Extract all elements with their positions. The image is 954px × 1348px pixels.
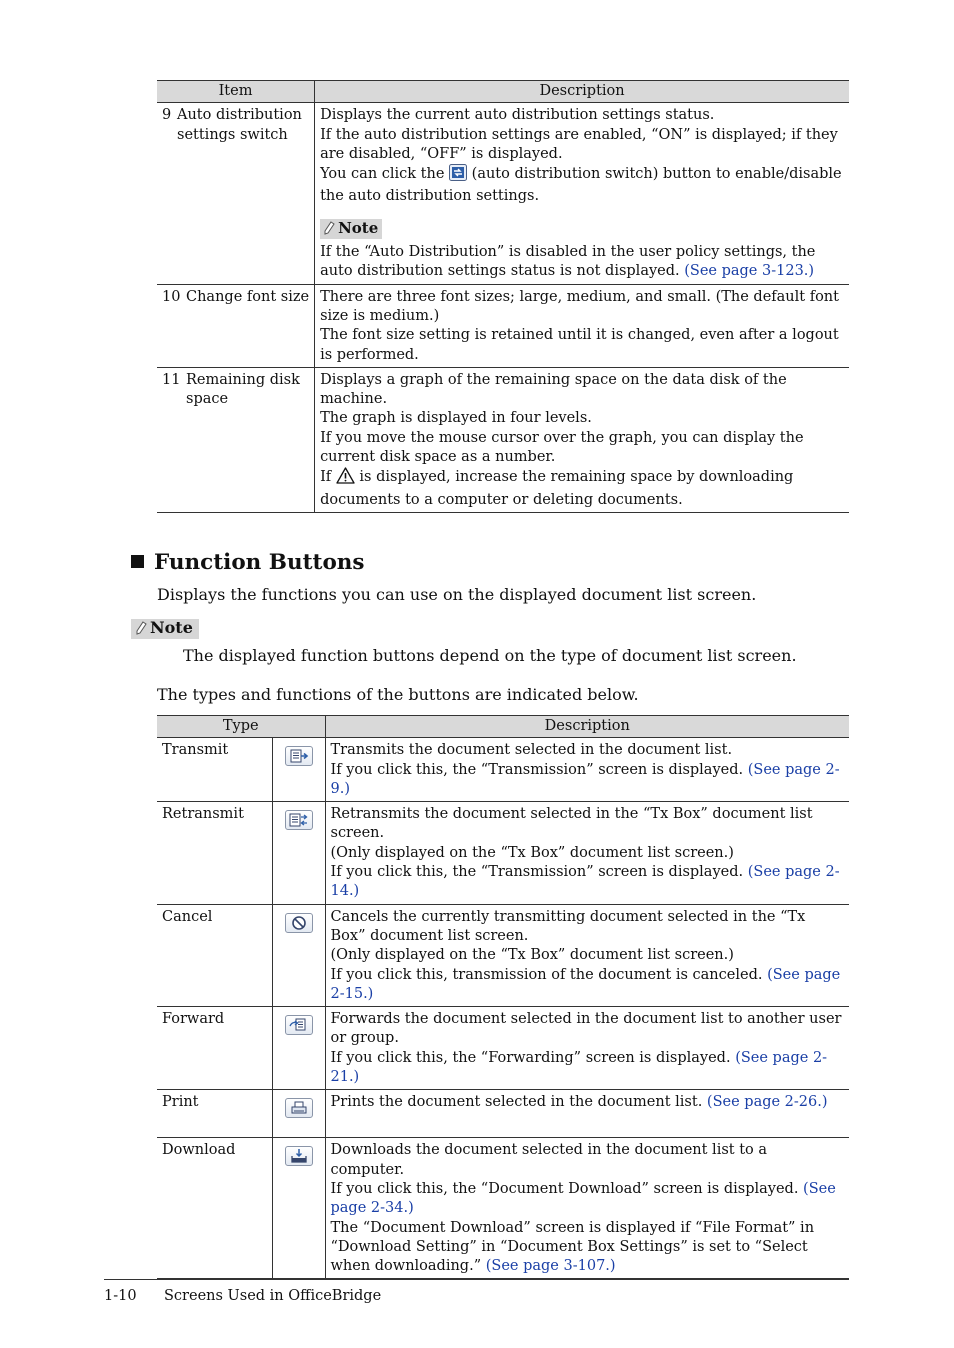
footer [104, 1287, 381, 1305]
note-label: Note [320, 219, 844, 239]
type-cell: Transmit [157, 738, 272, 802]
function-buttons-table [157, 715, 849, 1279]
footer-rule [104, 1279, 849, 1280]
see-page-link[interactable]: (See page 2-15.) [330, 966, 841, 1002]
see-page-link[interactable]: (See page 2-9.) [330, 761, 840, 797]
table-header-row [157, 81, 849, 103]
description-line: If you click this, the “Forwarding” screen is displayed. (See page 2-21.) [330, 1049, 828, 1086]
column-header-type: Type [157, 716, 325, 738]
page-number: 1-10 [104, 1288, 137, 1304]
icon-cell [272, 802, 325, 904]
description-line: If you click this, the “Document Download” screen is displayed. (See page 2-34.) [330, 1180, 836, 1217]
types-intro: The types and functions of the buttons are indicated below. [157, 685, 639, 704]
description-line: (Only displayed on the “Tx Box” document list screen.) [330, 844, 734, 861]
chapter-title: Screens Used in OfficeBridge [164, 1288, 382, 1304]
table-row [157, 103, 849, 284]
description-line: The “Document Download” screen is displayed if “File Format” in “Download Setting” in “Document Box Settings” is set to “Select when downloading.” (See page 3-107.) [330, 1219, 815, 1275]
cancel-icon [285, 913, 313, 933]
column-header-description: Description [315, 81, 849, 103]
item-number: 10 [162, 288, 181, 305]
table-row [157, 367, 849, 512]
retransmit-icon [285, 810, 313, 830]
item-number: 11 [162, 371, 181, 388]
description-cell [315, 367, 849, 512]
pencil-icon [135, 621, 147, 639]
item-cell [157, 367, 315, 512]
item-name: Auto distribution settings switch [177, 107, 302, 143]
description-line: If you click this, the “Transmission” screen is displayed. (See page 2-9.) [330, 761, 840, 797]
icon-cell [272, 1138, 325, 1279]
item-cell [157, 284, 315, 367]
type-cell: Download [157, 1138, 272, 1279]
icon-cell [272, 1090, 325, 1138]
column-header-item: Item [157, 81, 315, 103]
square-bullet-icon [131, 555, 144, 568]
item-name: Remaining disk space [186, 371, 300, 408]
description-line: Displays a graph of the remaining space on the data disk of the machine. [320, 371, 787, 408]
description-cell [325, 738, 849, 802]
table-row [157, 284, 849, 367]
description-line: Forwards the document selected in the document list to another user or group. [330, 1011, 842, 1047]
description-line: Downloads the document selected in the document list to a computer. [330, 1142, 768, 1178]
pencil-icon [323, 221, 335, 239]
see-page-link[interactable]: (See page 2-26.) [706, 1094, 828, 1111]
description-line: There are three font sizes; large, medium, and small. (The default font size is medium.) [320, 288, 839, 324]
item-cell [157, 103, 315, 284]
description-cell [325, 1007, 849, 1090]
see-page-link[interactable]: (See page 2-21.) [330, 1049, 828, 1086]
description-line: Transmits the document selected in the document list. [330, 742, 733, 759]
item-name: Change font size [186, 288, 310, 305]
see-page-link[interactable]: (See page 2-34.) [330, 1180, 836, 1217]
section-note-label: Note [131, 618, 199, 639]
description-line: (Only displayed on the “Tx Box” document list screen.) [330, 947, 734, 964]
icon-cell [272, 1007, 325, 1090]
section-title: Function Buttons [154, 550, 365, 575]
see-page-link[interactable]: (See page 3-123.) [684, 263, 815, 280]
description-cell [315, 103, 849, 284]
table-row [157, 1090, 849, 1138]
print-icon [285, 1098, 313, 1118]
table-row [157, 904, 849, 1006]
icon-cell [272, 904, 325, 1006]
note-text: If the “Auto Distribution” is disabled in the user policy settings, the auto distribution settings status is not displayed. (See page 3-123.) [320, 244, 816, 280]
description-line: Prints the document selected in the document list. (See page 2-26.) [330, 1094, 828, 1111]
download-icon [285, 1146, 313, 1166]
warning-icon [336, 467, 355, 490]
description-cell [325, 1138, 849, 1279]
table-header-row [157, 716, 849, 738]
description-line: If the auto distribution settings are enabled, “ON” is displayed; if they are disabled, “OFF” is displayed. [320, 126, 838, 162]
description-cell [325, 802, 849, 904]
type-cell: Cancel [157, 904, 272, 1006]
description-line: If you click this, the “Transmission” screen is displayed. (See page 2-14.) [330, 864, 840, 900]
description-cell [325, 904, 849, 1006]
see-page-link[interactable]: (See page 3-107.) [485, 1258, 616, 1275]
section-intro: Displays the functions you can use on the displayed document list screen. [157, 585, 757, 604]
section-heading [131, 550, 365, 576]
table-row [157, 738, 849, 802]
forward-icon [285, 1015, 313, 1035]
item-number: 9 [162, 107, 172, 124]
description-line: If you move the mouse cursor over the graph, you can display the current disk space as a number. [320, 429, 804, 466]
transmit-icon [285, 746, 313, 766]
auto-distribution-switch-icon [449, 164, 467, 187]
section-note-text: The displayed function buttons depend on the type of document list screen. [183, 646, 797, 665]
description-line: The graph is displayed in four levels. [320, 410, 592, 427]
type-cell: Print [157, 1090, 272, 1138]
description-line: You can click the (auto distribution switch) button to enable/disable the auto distribution settings. [320, 166, 842, 205]
table-row [157, 802, 849, 904]
description-line: The font size setting is retained until it is changed, even after a logout is performed. [320, 327, 839, 363]
see-page-link[interactable]: (See page 2-14.) [330, 864, 840, 900]
description-line: If you click this, transmission of the document is canceled. (See page 2-15.) [330, 966, 841, 1002]
description-line: Cancels the currently transmitting document selected in the “Tx Box” document list screen. [330, 908, 806, 944]
description-line: Retransmits the document selected in the “Tx Box” document list screen. [330, 806, 813, 842]
table-row [157, 1007, 849, 1090]
table-row [157, 1138, 849, 1279]
icon-cell [272, 738, 325, 802]
description-cell [315, 284, 849, 367]
description-line: Displays the current auto distribution settings status. [320, 107, 715, 124]
column-header-description: Description [325, 716, 849, 738]
item-description-table [157, 80, 849, 513]
type-cell: Retransmit [157, 802, 272, 904]
description-line: If is displayed, increase the remaining space by downloading documents to a computer or deleting documents. [320, 469, 794, 508]
description-cell [325, 1090, 849, 1138]
type-cell: Forward [157, 1007, 272, 1090]
